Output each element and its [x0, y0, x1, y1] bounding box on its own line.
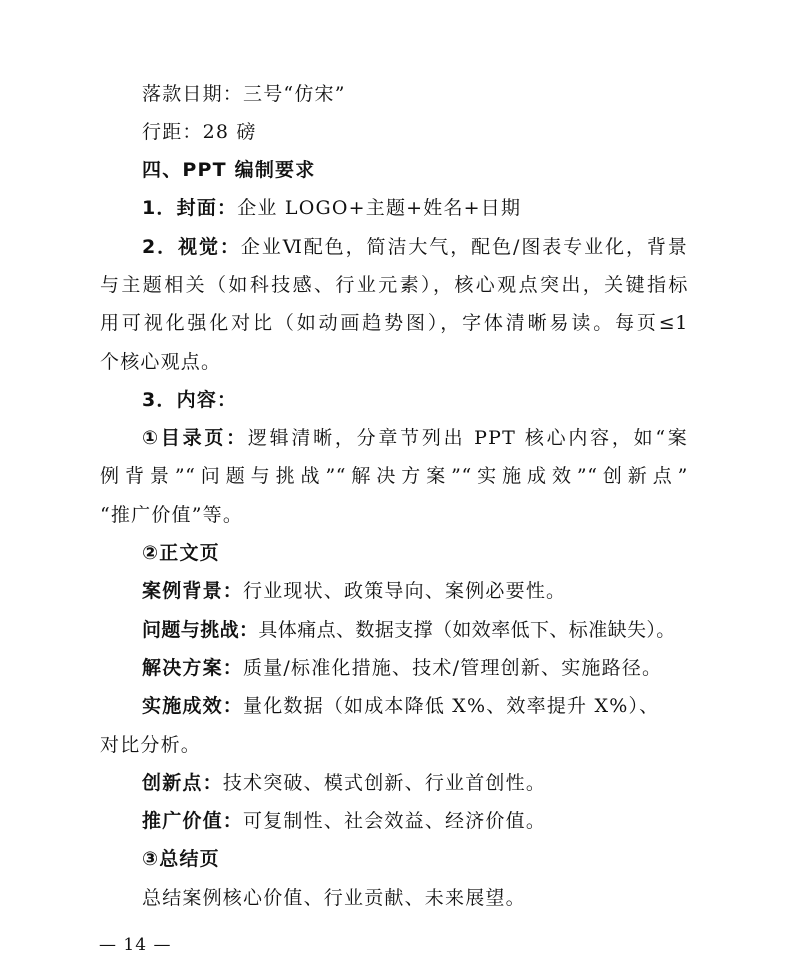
- results-text-line1: 量化数据（如成本降低 X%、效率提升 X%）、: [243, 695, 660, 717]
- cover-text: 企业 LOGO+主题+姓名+日期: [237, 197, 522, 219]
- innovation-text: 技术突破、模式创新、行业首创性。: [222, 772, 547, 794]
- summary-page-heading: ③总结页: [142, 848, 220, 870]
- problems-text: 具体痛点、数据支撑（如效率低下、标准缺失）。: [258, 619, 676, 641]
- solutions-label: 解决方案：: [142, 657, 244, 679]
- signature-date-line: 落款日期：三号“仿宋”: [142, 83, 346, 105]
- case-background-label: 案例背景：: [142, 580, 244, 602]
- toc-label: ①目录页：: [142, 427, 248, 449]
- cover-label: 1．封面：: [142, 197, 238, 219]
- promotion-text: 可复制性、社会效益、经济价值。: [243, 810, 547, 832]
- body-page-heading: ②正文页: [142, 542, 220, 564]
- visual-text-line2: 与主题相关（如科技感、行业元素），核心观点突出，关键指标: [100, 274, 688, 296]
- toc-text-line2: 例背景”“问题与挑战”“解决方案”“实施成效”“创新点”: [100, 465, 688, 487]
- solutions-text: 质量/标准化措施、技术/管理创新、实施路径。: [243, 657, 663, 679]
- toc-text-line1: 逻辑清晰，分章节列出 PPT 核心内容，如“案: [247, 427, 688, 449]
- solutions-item: [142, 655, 662, 681]
- innovation-item: [142, 770, 546, 796]
- problems-item: [142, 617, 676, 643]
- visual-text-line3: 用可视化强化对比（如动画趋势图），字体清晰易读。每页≤1: [100, 312, 688, 334]
- visual-text-line4: 个核心观点。: [100, 351, 222, 373]
- results-item-line1: [142, 693, 659, 719]
- page-number: — 14 —: [99, 935, 172, 955]
- section-four-heading: 四、PPT 编制要求: [142, 159, 316, 181]
- results-label: 实施成效：: [142, 695, 244, 717]
- toc-line1: [142, 425, 688, 451]
- problems-label: 问题与挑战：: [142, 619, 259, 641]
- case-background-item: [142, 578, 566, 604]
- content-heading: 3．内容：: [142, 389, 238, 411]
- cover-requirement: [142, 195, 521, 221]
- summary-text: 总结案例核心价值、行业贡献、未来展望。: [142, 887, 526, 909]
- results-text-line2: 对比分析。: [100, 734, 202, 756]
- promotion-item: [142, 808, 546, 834]
- visual-label: 2．视觉：: [142, 236, 241, 258]
- promotion-label: 推广价值：: [142, 810, 244, 832]
- innovation-label: 创新点：: [142, 772, 223, 794]
- visual-requirement-line1: [142, 234, 688, 260]
- line-spacing-line: 行距：28 磅: [142, 121, 257, 143]
- visual-text-line1: 企业Ⅵ配色，简洁大气，配色/图表专业化，背景: [240, 236, 688, 258]
- case-background-text: 行业现状、政策导向、案例必要性。: [243, 580, 567, 602]
- toc-text-line3: “推广价值”等。: [100, 504, 244, 526]
